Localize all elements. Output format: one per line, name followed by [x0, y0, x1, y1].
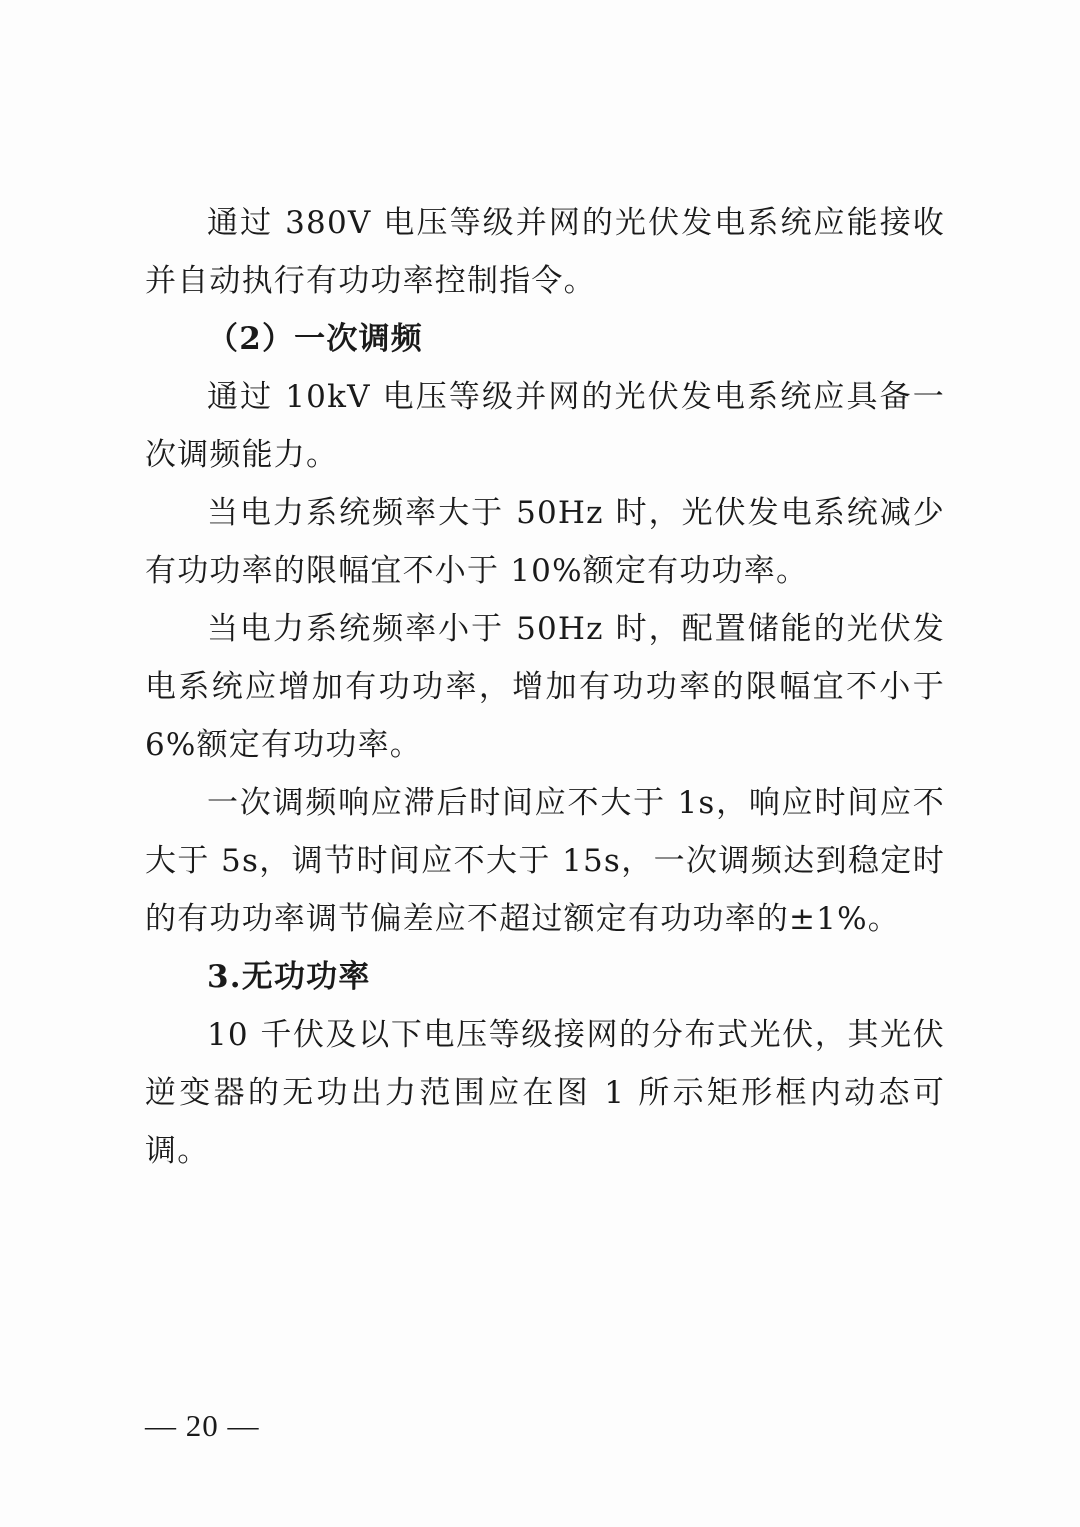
paragraph-under-frequency-limit: 当电力系统频率小于 50Hz 时，配置储能的光伏发电系统应增加有功功率，增加有功功率的限幅宜不小于 6%额定有功功率。 — [145, 611, 945, 763]
paragraph-over-frequency-limit: 当电力系统频率大于 50Hz 时，光伏发电系统减少有功功率的限幅宜不小于 10%额定有功功率。 — [145, 495, 945, 589]
paragraph-inverter-reactive-range: 10 千伏及以下电压等级接网的分布式光伏，其光伏逆变器的无功出力范围应在图 1 所示矩形框内动态可调。 — [145, 1017, 945, 1169]
section-heading-primary-frequency-regulation: （2）一次调频 — [207, 321, 423, 357]
paragraph-10kv-frequency-capability: 通过 10kV 电压等级并网的光伏发电系统应具备一次调频能力。 — [145, 379, 945, 473]
section-heading-reactive-power: 3.无功功率 — [207, 959, 371, 995]
paragraph-response-time-requirements: 一次调频响应滞后时间应不大于 1s，响应时间应不大于 5s，调节时间应不大于 15s，一次调频达到稳定时的有功功率调节偏差应不超过额定有功功率的±1%。 — [145, 785, 945, 937]
paragraph-380v-active-power-control: 通过 380V 电压等级并网的光伏发电系统应能接收并自动执行有功功率控制指令。 — [145, 205, 945, 299]
page-number: — 20 — — [145, 1408, 260, 1443]
document-body — [145, 194, 945, 1180]
